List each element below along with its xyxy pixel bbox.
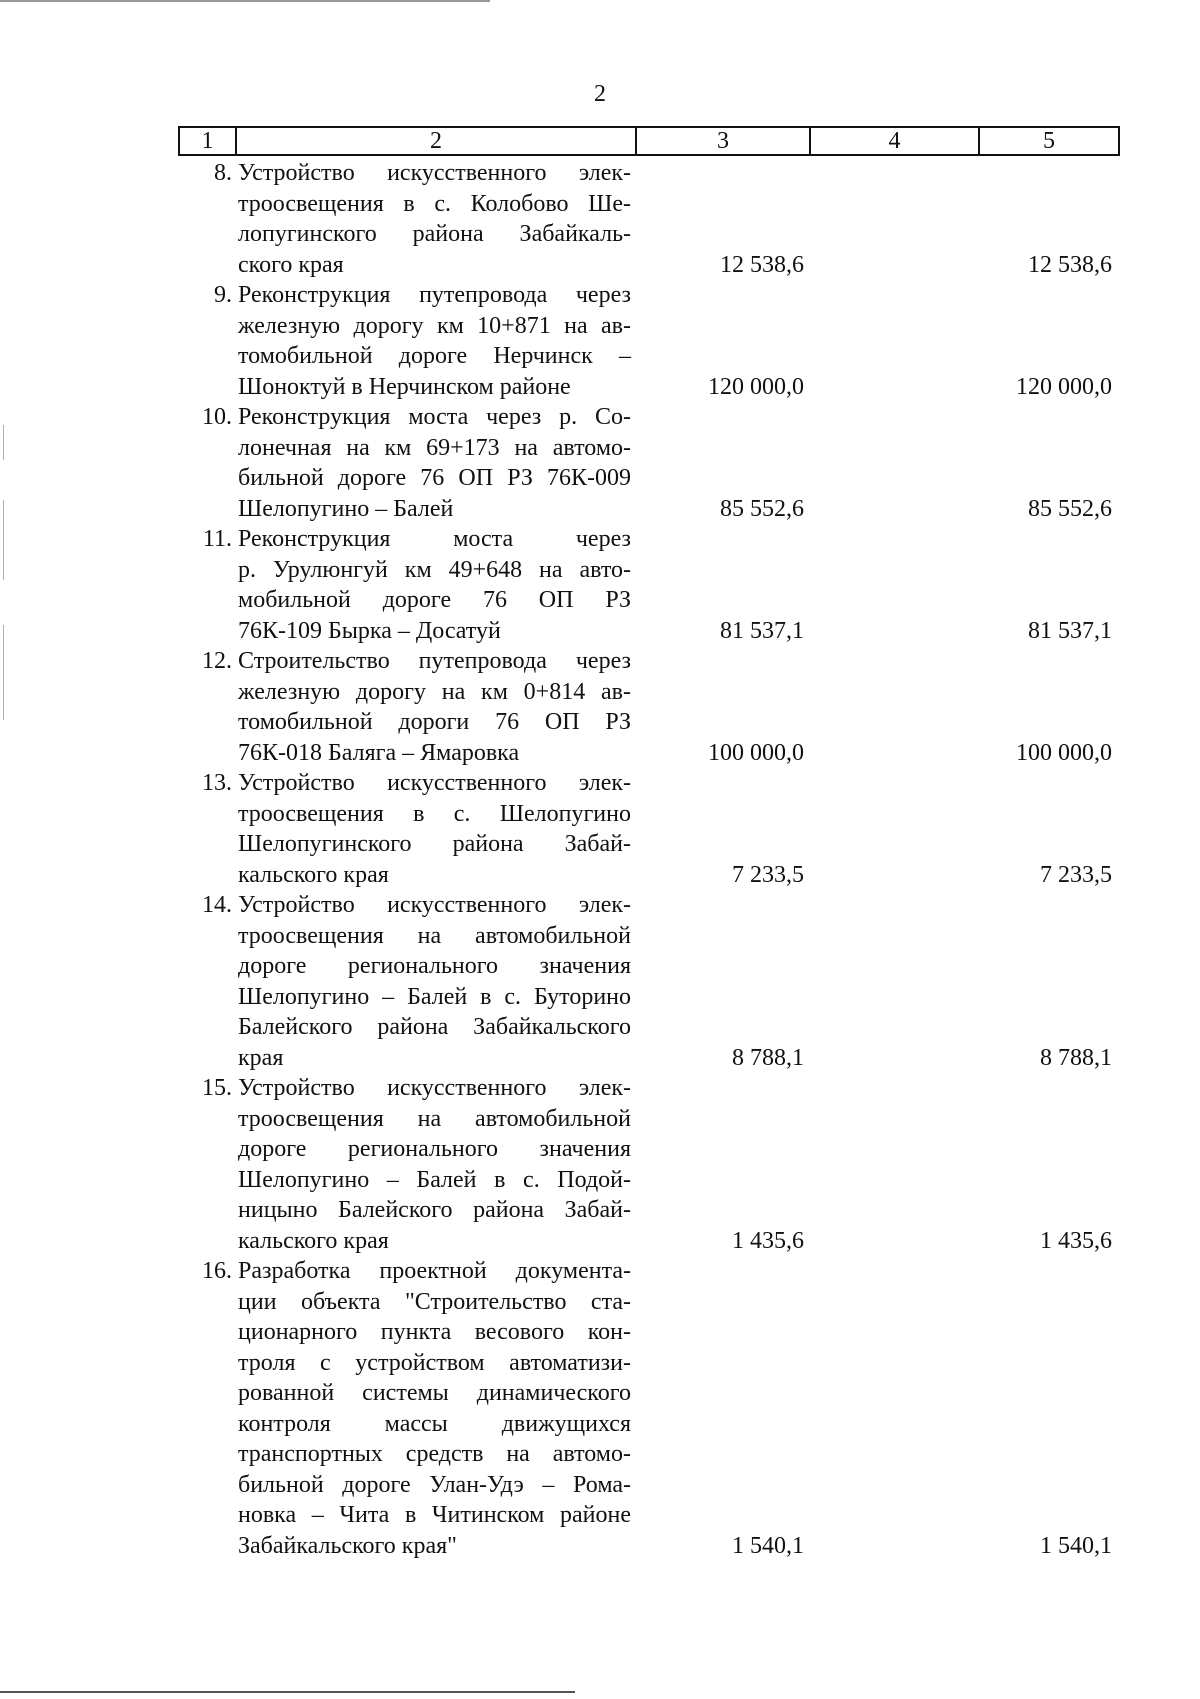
description-line: Шелопугино – Балей в с. Буторино (238, 983, 631, 1010)
description-line: Устройство искусственного элек- (238, 160, 631, 186)
table-body (178, 158, 1120, 1561)
row-description (235, 1073, 635, 1256)
description-line: Шелопугино – Балей (238, 495, 454, 522)
row-description (235, 524, 635, 646)
value-col-3: 12 538,6 (720, 251, 804, 278)
row-number: 14. (202, 892, 232, 918)
value-col-3: 81 537,1 (720, 617, 804, 644)
description-line: мобильной дороге 76 ОП РЗ (238, 587, 631, 613)
description-line: лонечная на км 69+173 на автомо- (238, 434, 631, 461)
description-line: троосвещения в с. Колобово Ше- (238, 190, 631, 217)
page-number: 2 (594, 81, 606, 107)
table-row (178, 280, 1120, 402)
description-line: железную дорогу на км 0+814 ав- (238, 678, 631, 705)
description-line: Разработка проектной документа- (238, 1258, 631, 1284)
row-number: 12. (202, 648, 232, 674)
description-line: Шелопугино – Балей в с. Подой- (238, 1166, 631, 1193)
value-col-5: 81 537,1 (1028, 617, 1112, 644)
description-line: Балейского района Забайкальского (238, 1014, 631, 1040)
description-line: контроля массы движущихся (238, 1410, 631, 1437)
description-line: троосвещения на автомобильной (238, 1105, 631, 1132)
description-line: новка – Чита в Читинском районе (238, 1502, 631, 1528)
description-line: края (238, 1044, 284, 1071)
description-line: рованной системы динамического (238, 1380, 631, 1406)
description-line: Строительство путепровода через (238, 648, 631, 674)
table-header (178, 126, 1120, 156)
description-line: бильной дороге Улан-Удэ – Рома- (238, 1471, 631, 1498)
description-line: бильной дороге 76 ОП РЗ 76К-009 (238, 465, 631, 491)
description-line: троосвещения в с. Шелопугино (238, 800, 631, 827)
table-row (178, 1256, 1120, 1561)
description-line: дороге регионального значения (238, 953, 631, 979)
row-number: 16. (202, 1258, 232, 1284)
value-col-3: 100 000,0 (708, 739, 804, 766)
value-col-3: 120 000,0 (708, 373, 804, 400)
description-line: Реконструкция моста через р. Со- (238, 404, 631, 430)
description-line: ницыно Балейского района Забай- (238, 1197, 631, 1223)
row-number: 10. (202, 404, 232, 430)
row-description (235, 646, 635, 768)
row-number: 8. (214, 160, 232, 186)
description-line: Реконструкция путепровода через (238, 282, 631, 308)
description-line: 76К-018 Баляга – Ямаровка (238, 739, 520, 766)
value-col-5: 100 000,0 (1016, 739, 1112, 766)
value-col-5: 8 788,1 (1040, 1044, 1112, 1071)
value-col-5: 7 233,5 (1040, 861, 1112, 888)
description-line: томобильной дороги 76 ОП РЗ (238, 709, 631, 735)
row-number: 9. (214, 282, 232, 308)
value-col-3: 8 788,1 (732, 1044, 804, 1071)
header-cell-3: 3 (637, 128, 811, 154)
description-line: Реконструкция моста через (238, 526, 631, 552)
row-number: 11. (202, 526, 232, 552)
description-line: Устройство искусственного элек- (238, 1075, 631, 1101)
row-description (235, 1256, 635, 1561)
value-col-5: 120 000,0 (1016, 373, 1112, 400)
description-line: Шоноктуй в Нерчинском районе (238, 373, 571, 400)
description-line: железную дорогу км 10+871 на ав- (238, 312, 631, 339)
value-col-3: 7 233,5 (732, 861, 804, 888)
description-line: Шелопугинского района Забай- (238, 831, 631, 857)
header-cell-5: 5 (1043, 128, 1055, 154)
row-number: 13. (202, 770, 232, 796)
margin-mark (3, 625, 4, 720)
row-description (235, 402, 635, 524)
header-cell-1: 1 (180, 128, 237, 154)
description-line: 76К-109 Бырка – Досатуй (238, 617, 501, 644)
description-line: троля с устройством автоматизи- (238, 1349, 631, 1376)
row-description (235, 890, 635, 1073)
value-col-5: 1 435,6 (1040, 1227, 1112, 1254)
description-line: кальского края (238, 1227, 389, 1254)
row-description (235, 768, 635, 890)
description-line: томобильной дороге Нерчинск – (238, 343, 631, 369)
description-line: р. Урулюнгуй км 49+648 на авто- (238, 556, 631, 583)
row-description (235, 158, 635, 280)
margin-mark (3, 500, 4, 580)
header-cell-4: 4 (811, 128, 980, 154)
description-line: кальского края (238, 861, 389, 888)
description-line: Устройство искусственного элек- (238, 770, 631, 796)
description-line: лопугинского района Забайкаль- (238, 221, 631, 247)
table-row (178, 768, 1120, 890)
description-line: ции объекта "Строительство ста- (238, 1288, 631, 1315)
table-row (178, 158, 1120, 280)
scan-edge-top (0, 0, 490, 2)
description-line: дороге регионального значения (238, 1136, 631, 1162)
table-row (178, 1073, 1120, 1256)
row-number: 15. (202, 1075, 232, 1101)
value-col-5: 85 552,6 (1028, 495, 1112, 522)
description-line: ского края (238, 251, 344, 278)
description-line: троосвещения на автомобильной (238, 922, 631, 949)
value-col-3: 85 552,6 (720, 495, 804, 522)
value-col-3: 1 435,6 (732, 1227, 804, 1254)
margin-mark (3, 425, 4, 460)
description-line: Забайкальского края" (238, 1532, 457, 1559)
value-col-3: 1 540,1 (732, 1532, 804, 1559)
row-description (235, 280, 635, 402)
table-row (178, 402, 1120, 524)
table-row (178, 524, 1120, 646)
table-row (178, 646, 1120, 768)
table-row (178, 890, 1120, 1073)
value-col-5: 12 538,6 (1028, 251, 1112, 278)
value-col-5: 1 540,1 (1040, 1532, 1112, 1559)
description-line: транспортных средств на автомо- (238, 1441, 631, 1467)
description-line: Устройство искусственного элек- (238, 892, 631, 918)
scan-edge-bottom (0, 1691, 575, 1693)
header-cell-2: 2 (237, 128, 637, 154)
description-line: ционарного пункта весового кон- (238, 1319, 631, 1345)
